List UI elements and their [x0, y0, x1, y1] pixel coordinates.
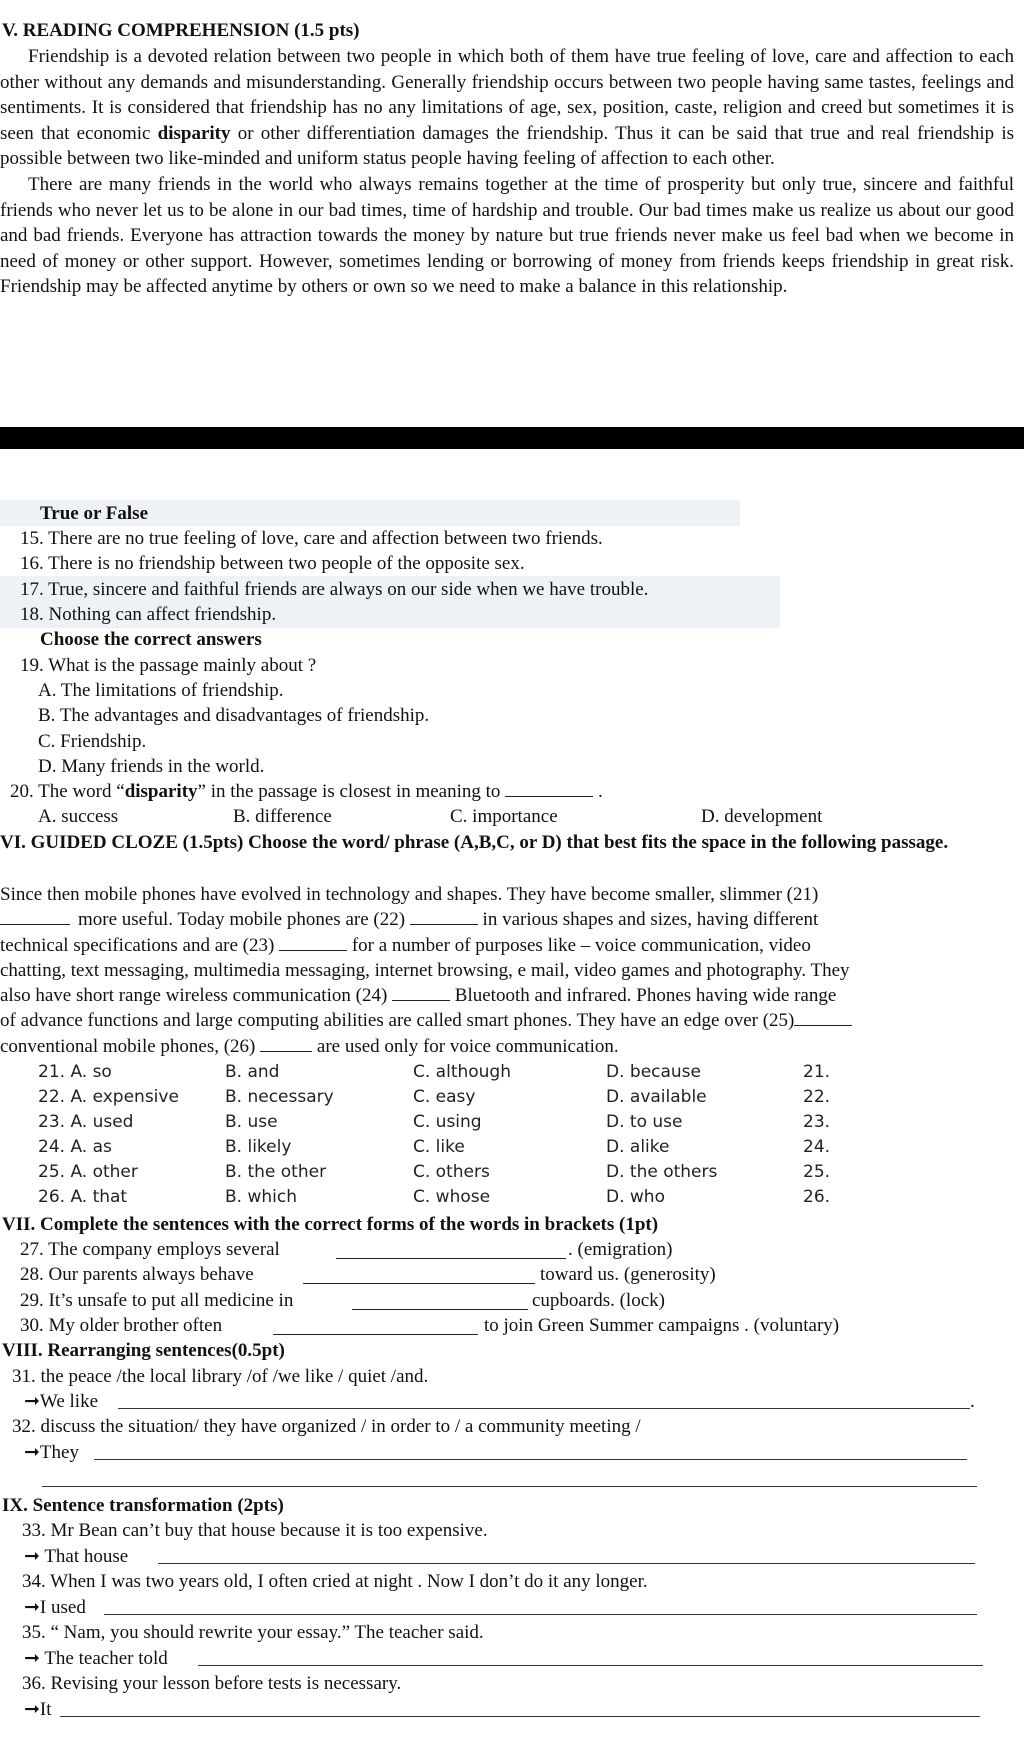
- question-19: 19. What is the passage mainly about ?: [20, 655, 317, 676]
- cloze-text: of advance functions and large computing abilities are called smart phones. They have an edge over (25): [0, 1010, 795, 1031]
- section-title-reading: V. READING COMPREHENSION (1.5 pts): [2, 20, 360, 41]
- cloze-line: [0, 933, 811, 958]
- option-21c: C. although: [413, 1062, 511, 1082]
- subsection-title-true-false: True or False: [40, 503, 148, 524]
- cloze-line: [0, 983, 836, 1008]
- wordform-hint-29: cupboards. (lock): [532, 1290, 665, 1311]
- option-20b: B. difference: [233, 806, 332, 827]
- section-title-transformation: IX. Sentence transformation (2pts): [2, 1495, 284, 1516]
- answer-label-25: 25.: [803, 1162, 831, 1182]
- bold-word-disparity: disparity: [157, 122, 231, 144]
- answer-blank-27[interactable]: [336, 1240, 566, 1259]
- cloze-text: in various shapes and sizes, having different: [482, 909, 819, 930]
- paragraph-text: or other differentiation damages the friendship. Thus it can be said that true and real friendship is possible between two like-minded and uniform status people having feeling of affection to each other.: [0, 122, 1015, 170]
- option-22b: B. necessary: [225, 1087, 334, 1107]
- wordform-item-27: 27. The company employs several: [20, 1239, 280, 1260]
- question-text: .: [597, 781, 603, 802]
- blank-23[interactable]: [279, 934, 347, 951]
- answer-prompt-32: ➞They: [24, 1442, 79, 1463]
- option-20d: D. development: [701, 806, 823, 827]
- answer-blank-28[interactable]: [303, 1265, 535, 1284]
- reading-paragraph-2: There are many friends in the world who always remains together at the time of prosperity but only true, sincere and faithful friends who never let us to be alone in our bad times, time of hardship and trouble. Our bad times make us realize us about our good and bad friends. Everyone has attraction towards the money by nature but true friends never make us feel bad when we become in need of money or other support. However, sometimes lending or borrowing of money from friends keeps friendship in great risk. Friendship may be affected anytime by others or own so we need to make a balance in this relationship.: [0, 173, 1014, 298]
- section-title-word-form: VII. Complete the sentences with the correct forms of the words in brackets (1pt): [2, 1214, 659, 1235]
- cloze-text: conventional mobile phones, (26): [0, 1036, 256, 1057]
- cloze-text: more useful. Today mobile phones are (22): [78, 909, 406, 930]
- question-20: [10, 779, 603, 804]
- question-text: ” in the passage is closest in meaning to: [197, 781, 501, 802]
- reading-passage: [0, 44, 1014, 300]
- answer-line-31[interactable]: [118, 1408, 970, 1409]
- cloze-line: [0, 1034, 619, 1059]
- cloze-line: [0, 907, 818, 932]
- tf-item-15: 15. There are no true feeling of love, care and affection between two friends.: [20, 528, 603, 549]
- option-24d: D. alike: [606, 1137, 670, 1157]
- option-23d: D. to use: [606, 1112, 683, 1132]
- option-25b: B. the other: [225, 1162, 327, 1182]
- reading-paragraph-1: [0, 44, 1014, 172]
- answer-blank[interactable]: [505, 780, 593, 797]
- bold-word-disparity: disparity: [124, 781, 198, 802]
- answer-prompt-31: ➞We like: [24, 1391, 99, 1412]
- option-24a: 24. A. as: [38, 1137, 112, 1157]
- option-22a: 22. A. expensive: [38, 1087, 179, 1107]
- end-dot: .: [970, 1391, 975, 1412]
- option-20a: A. success: [38, 806, 119, 827]
- cloze-text: Bluetooth and infrared. Phones having wide range: [454, 985, 837, 1006]
- question-31: 31. the peace /the local library /of /we like / quiet /and.: [12, 1366, 429, 1387]
- question-36: 36. Revising your lesson before tests is necessary.: [22, 1673, 402, 1694]
- answer-line-33[interactable]: [158, 1563, 975, 1564]
- answer-prompt-33: ➞ That house: [24, 1546, 129, 1567]
- option-21a: 21. A. so: [38, 1062, 112, 1082]
- question-33: 33. Mr Bean can’t buy that house because it is too expensive.: [22, 1520, 488, 1541]
- option-23b: B. use: [225, 1112, 278, 1132]
- blank-21[interactable]: [0, 908, 70, 925]
- option-19d: D. Many friends in the world.: [38, 756, 265, 777]
- option-25d: D. the others: [606, 1162, 718, 1182]
- section-title-rearranging: VIII. Rearranging sentences(0.5pt): [2, 1340, 285, 1361]
- question-35: 35. “ Nam, you should rewrite your essay.” The teacher said.: [22, 1622, 484, 1643]
- cloze-text: technical specifications and are (23): [0, 935, 275, 956]
- option-26c: C. whose: [413, 1187, 491, 1207]
- tf-item-17: 17. True, sincere and faithful friends are always on our side when we have trouble.: [20, 579, 649, 600]
- option-25c: C. others: [413, 1162, 490, 1182]
- cloze-text: also have short range wireless communication (24): [0, 985, 388, 1006]
- answer-line-35[interactable]: [198, 1665, 983, 1666]
- option-22d: D. available: [606, 1087, 707, 1107]
- answer-line-32-continued[interactable]: [42, 1486, 977, 1487]
- answer-blank-29[interactable]: [352, 1291, 528, 1310]
- option-23a: 23. A. used: [38, 1112, 134, 1132]
- answer-blank-30[interactable]: [273, 1316, 478, 1335]
- answer-label-21: 21.: [803, 1062, 831, 1082]
- answer-prompt-36: ➞It: [24, 1699, 52, 1720]
- blank-25[interactable]: [794, 1009, 852, 1026]
- option-21d: D. because: [606, 1062, 702, 1082]
- question-32: 32. discuss the situation/ they have organized / in order to / a community meeting /: [12, 1416, 641, 1437]
- wordform-item-30: 30. My older brother often: [20, 1315, 223, 1336]
- cloze-line: Since then mobile phones have evolved in technology and shapes. They have become smaller, slimmer (21): [0, 884, 819, 905]
- cloze-line: [0, 1008, 852, 1033]
- cloze-text: for a number of purposes like – voice communication, video: [351, 935, 811, 956]
- answer-label-22: 22.: [803, 1087, 831, 1107]
- paragraph-text: Friendship is a devoted relation between two people in which both of them have true feeling of love, care and affection to each other without any demands and misunderstanding. Generally friendship occurs between two people having same tastes, feelings and sentiments. It is considered that friendship has no any limitations of age, sex, position, caste, religion and creed but sometimes it is seen that economic: [0, 46, 1014, 144]
- wordform-hint-27: . (emigration): [568, 1239, 673, 1260]
- option-25a: 25. A. other: [38, 1162, 138, 1182]
- cloze-line: chatting, text messaging, multimedia messaging, internet browsing, e mail, video games and photography. They: [0, 960, 850, 981]
- cloze-text: are used only for voice communication.: [316, 1036, 619, 1057]
- wordform-item-29: 29. It’s unsafe to put all medicine in: [20, 1290, 294, 1311]
- black-divider-bar: [0, 427, 1024, 449]
- option-24c: C. like: [413, 1137, 465, 1157]
- tf-item-18: 18. Nothing can affect friendship.: [20, 604, 277, 625]
- option-22c: C. easy: [413, 1087, 476, 1107]
- option-19b: B. The advantages and disadvantages of friendship.: [38, 705, 430, 726]
- answer-prompt-34: ➞I used: [24, 1597, 86, 1618]
- subsection-title-choose: Choose the correct answers: [40, 629, 262, 650]
- question-text: 20. The word “: [10, 781, 125, 802]
- option-24b: B. likely: [225, 1137, 292, 1157]
- option-19c: C. Friendship.: [38, 731, 147, 752]
- answer-line-34[interactable]: [104, 1614, 977, 1615]
- option-20c: C. importance: [450, 806, 558, 827]
- wordform-hint-28: toward us. (generosity): [540, 1264, 716, 1285]
- answer-line-36[interactable]: [60, 1716, 980, 1717]
- option-19a: A. The limitations of friendship.: [38, 680, 284, 701]
- blank-22[interactable]: [410, 908, 478, 925]
- option-26d: D. who: [606, 1187, 665, 1207]
- answer-prompt-35: ➞ The teacher told: [24, 1648, 168, 1669]
- tf-item-16: 16. There is no friendship between two people of the opposite sex.: [20, 553, 525, 574]
- option-26b: B. which: [225, 1187, 297, 1207]
- answer-label-26: 26.: [803, 1187, 831, 1207]
- blank-26[interactable]: [260, 1035, 312, 1052]
- answer-line-32[interactable]: [94, 1459, 967, 1460]
- wordform-item-28: 28. Our parents always behave: [20, 1264, 254, 1285]
- option-23c: C. using: [413, 1112, 482, 1132]
- question-34: 34. When I was two years old, I often cried at night . Now I don’t do it any longer.: [22, 1571, 648, 1592]
- answer-label-24: 24.: [803, 1137, 831, 1157]
- option-21b: B. and: [225, 1062, 280, 1082]
- answer-label-23: 23.: [803, 1112, 831, 1132]
- option-26a: 26. A. that: [38, 1187, 128, 1207]
- blank-24[interactable]: [392, 984, 450, 1001]
- wordform-hint-30: to join Green Summer campaigns . (voluntary): [484, 1315, 840, 1336]
- section-title-cloze: VI. GUIDED CLOZE (1.5pts) Choose the word/ phrase (A,B,C, or D) that best fits the space in the following passage.: [0, 832, 949, 853]
